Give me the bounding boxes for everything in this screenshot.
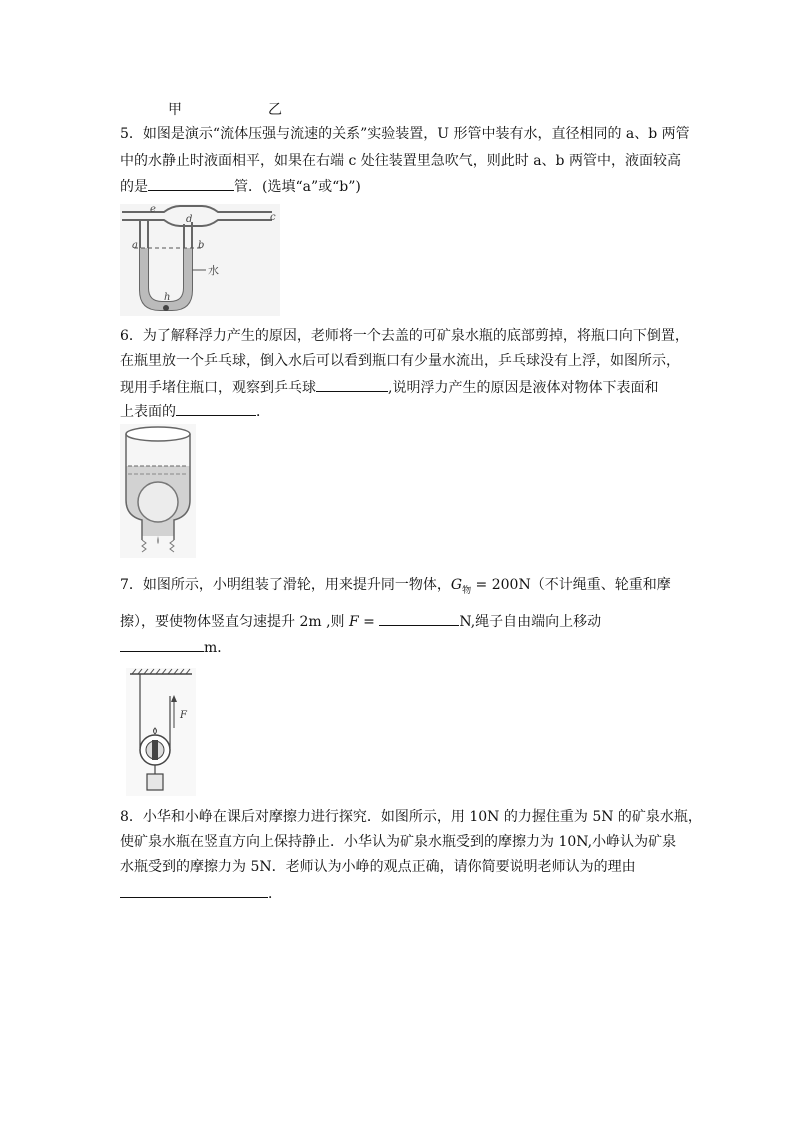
q8-line3: 水瓶受到的摩擦力为 5N．老师认为小峥的观点正确，请你简要说明老师认为的理由 — [120, 859, 636, 875]
q7-line2 — [120, 611, 601, 632]
q5-line1: 5．如图是演示“流体压强与流速的关系”实验装置，U 形管中装有水，直径相同的 a、b 两管 — [120, 126, 690, 142]
q8-line4-post: ． — [268, 886, 282, 902]
label-yi: 乙 — [268, 102, 282, 118]
q7-line2-pre: 擦），要使物体竖直匀速提升 2m ,则 — [120, 614, 349, 630]
q6-line3-post: ,说明浮力产生的原因是液体对物体下表面和 — [388, 380, 659, 396]
q6-line3-pre: 现用手堵住瓶口，观察到乒乓球 — [120, 380, 316, 396]
q6-line4-pre: 上表面的 — [120, 404, 176, 420]
q6-line2: 在瓶里放一个乒乓球，倒入水后可以看到瓶口有少量水流出，乒乓球没有上浮，如图所示， — [120, 353, 680, 369]
q8-line2: 使矿泉水瓶在竖直方向上保持静止．小华认为矿泉水瓶受到的摩擦力为 10N,小峥认为矿泉 — [120, 834, 677, 850]
q5-answer-blank[interactable] — [148, 176, 234, 191]
q7-answer-blank-distance[interactable] — [120, 637, 204, 652]
q7-answer-blank-force[interactable] — [379, 611, 459, 626]
q5-label-d: d — [186, 214, 193, 225]
q6-answer-blank-1[interactable] — [316, 377, 388, 392]
q7-line2-eq: = — [358, 614, 380, 630]
q7-line2-post: N,绳子自由端向上移动 — [459, 614, 602, 630]
q7-pulley-figure — [126, 668, 196, 796]
q5-label-b: b — [198, 240, 205, 251]
q6-answer-blank-2[interactable] — [176, 401, 256, 416]
q7-g-subscript: 物 — [462, 585, 472, 596]
q7-line3-post: m． — [204, 640, 232, 656]
q5-label-h: h — [164, 292, 171, 303]
q5-line3 — [120, 176, 361, 197]
q5-line2: 中的水静止时液面相平，如果在右端 c 处往装置里急吹气，则此时 a、b 两管中，液面较高 — [120, 153, 681, 169]
q5-label-water: 水 — [208, 264, 219, 277]
q8-line1: 8．小华和小峥在课后对摩擦力进行探究．如图所示，用 10N 的力握住重为 5N 的矿泉水瓶， — [120, 809, 702, 825]
q8-answer-blank[interactable] — [120, 883, 268, 898]
q5-label-c: c — [270, 212, 276, 223]
q6-line4 — [120, 401, 270, 422]
q7-line1 — [120, 575, 671, 601]
label-jia: 甲 — [168, 102, 182, 118]
q7-g-symbol: G — [450, 577, 463, 593]
q5-line3-pre: 的是 — [120, 179, 148, 195]
q7-line3 — [120, 637, 231, 658]
q6-line1: 6．为了解释浮力产生的原因，老师将一个去盖的可矿泉水瓶的底部剪掉，将瓶口向下倒置， — [120, 328, 689, 344]
q7-f-symbol: F — [348, 614, 359, 630]
q7-label-F: F — [180, 710, 187, 721]
q8-line4 — [120, 883, 282, 904]
q5-label-e: e — [150, 204, 156, 215]
q6-line4-post: ． — [256, 404, 270, 420]
q5-label-a: a — [132, 240, 138, 251]
q7-line1-pre: 7．如图所示，小明组装了滑轮，用来提升同一物体， — [120, 577, 451, 593]
q5-u-tube-figure — [120, 204, 280, 316]
q6-line3 — [120, 377, 658, 398]
q6-bottle-figure — [120, 424, 196, 558]
q7-line1-post: = 200N（不计绳重、轮重和摩 — [471, 577, 671, 593]
q5-line3-post: 管．(选填“a”或“b”) — [234, 179, 361, 195]
